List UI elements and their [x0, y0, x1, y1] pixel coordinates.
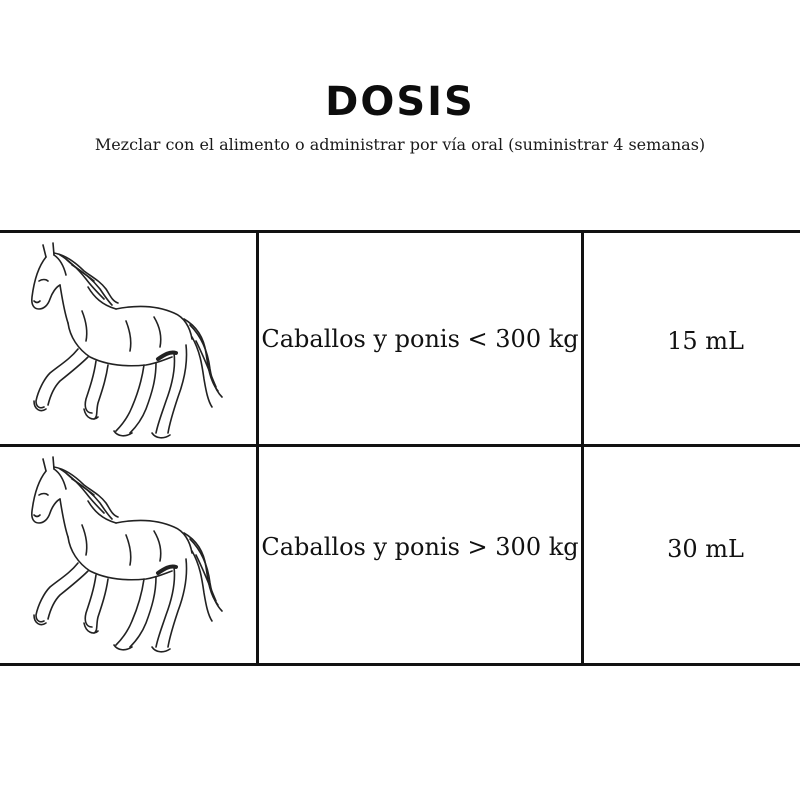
horse-icon — [26, 241, 226, 441]
table-border-bottom — [0, 663, 800, 666]
table-row — [0, 447, 800, 663]
horse-illustration — [0, 447, 256, 663]
dose-value: 30 mL — [667, 535, 744, 563]
page-title: DOSIS — [325, 79, 475, 125]
page-subtitle: Mezclar con el alimento o administrar por vía oral (suministrar 4 semanas) — [94, 135, 706, 154]
table-row — [0, 233, 800, 444]
dose-value: 15 mL — [667, 327, 744, 355]
weight-category-label: Caballos y ponis > 300 kg — [261, 533, 579, 561]
dosage-table — [0, 230, 800, 666]
weight-category-label: Caballos y ponis < 300 kg — [261, 325, 579, 353]
horse-illustration — [0, 233, 256, 444]
horse-icon — [26, 455, 226, 655]
